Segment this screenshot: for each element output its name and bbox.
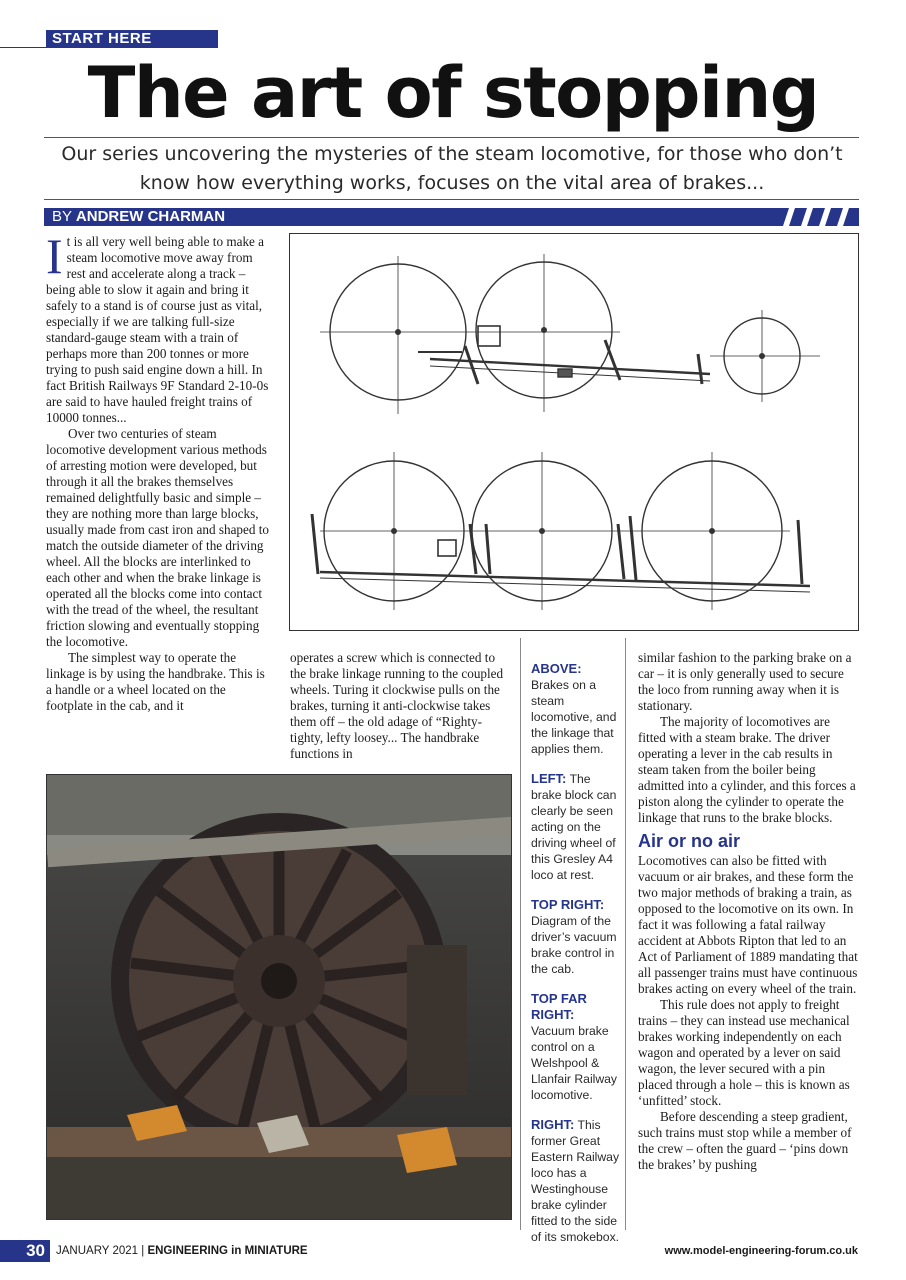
paragraph: The simplest way to operate the linkage is by using the handbrake. This is a handle or a wheel located on the footplate in the cab, and it bbox=[46, 650, 265, 713]
caption-text: Brakes on a steam locomotive, and the linkage that applies them. bbox=[531, 678, 617, 756]
caption-text: This former Great Eastern Railway loco has a Westinghouse brake cylinder fitted to the side of its smokebox. bbox=[531, 1118, 620, 1244]
caption-label: TOP FAR RIGHT: bbox=[531, 991, 587, 1022]
byline-author: ANDREW CHARMAN bbox=[75, 208, 226, 225]
brake-diagram-drawing bbox=[290, 234, 858, 630]
photo-drawing bbox=[47, 775, 512, 1220]
column-2 bbox=[290, 650, 512, 762]
page-footer bbox=[0, 1240, 906, 1262]
caption-text: The brake block can clearly be seen acting on the driving wheel of this Gresley A4 loco at rest. bbox=[531, 772, 617, 882]
website-url: www.model-engineering-forum.co.uk bbox=[664, 1245, 858, 1257]
column-separator bbox=[625, 638, 626, 1230]
issue-date: JANUARY 2021 bbox=[56, 1245, 139, 1257]
paragraph: This rule does not apply to freight trains – they can instead use mechanical brakes working independently on each wagon and operated by a lever on said wagon, the lever secured with a pin placed through a hole – this is known as ‘unfitted’ stock. bbox=[638, 997, 850, 1108]
drop-cap: I bbox=[46, 228, 63, 284]
caption bbox=[531, 1117, 620, 1245]
caption-label: LEFT: bbox=[531, 771, 567, 786]
byline-prefix: BY bbox=[52, 208, 72, 225]
column-separator bbox=[520, 638, 521, 1230]
brake-block-photo bbox=[46, 774, 512, 1220]
brake-linkage-diagram bbox=[289, 233, 859, 631]
caption bbox=[531, 991, 620, 1103]
caption-text: Diagram of the driver’s vacuum brake control in the cab. bbox=[531, 914, 617, 976]
issue-info bbox=[56, 1244, 308, 1258]
footer-separator: | bbox=[141, 1245, 145, 1257]
caption-label: TOP RIGHT: bbox=[531, 897, 605, 912]
paragraph: operates a screw which is connected to the brake linkage running to the coupled wheels. Turing it clockwise pulls on the brakes, turning it anti-clockwise takes them off – the old adage of “Righty-tighty, lefty loosey... The handbrake functions in bbox=[290, 650, 504, 761]
paragraph-text: t is all very well being able to make a steam locomotive move away from rest and accelerate along a track – being able to slow it again and bring it safely to a stand is of course just as vital, especially if we are talking full-size standard-gauge steam with a train of perhaps more than 200 tonnes or more trying to push said engine down a hill. In fact British Railways 9F Standard 2-10-0s are said to have hauled freight trains of 10000 tonnes... bbox=[46, 234, 269, 425]
subheading: Air or no air bbox=[638, 831, 741, 851]
section-kicker bbox=[0, 30, 218, 48]
standfirst-bottom-rule bbox=[44, 199, 859, 200]
caption-text: Vacuum brake control on a Welshpool & Llanfair Railway locomotive. bbox=[531, 1024, 618, 1102]
caption bbox=[531, 771, 620, 883]
caption bbox=[531, 661, 620, 757]
paragraph: Before descending a steep gradient, such trains must stop while a member of the crew – often the guard – ‘pins down the brakes’ by pushing bbox=[638, 1109, 852, 1172]
paragraph: Locomotives can also be fitted with vacuum or air brakes, and these form the two major methods of braking a train, as opposed to the locomotive on its own. In fact it was following a fatal railway accident at Abbots Ripton that led to an Act of Parliament of 1889 mandating that all passenger trains must have continuous brakes acting on every wheel of the train. bbox=[638, 853, 858, 996]
page-number: 30 bbox=[0, 1240, 50, 1262]
article-title: The art of stopping bbox=[87, 52, 819, 134]
standfirst: Our series uncovering the mysteries of the steam locomotive, for those who don’t know how everything works, focuses on the vital area of brakes... bbox=[61, 143, 843, 194]
paragraph: The majority of locomotives are fitted with a steam brake. The driver operating a lever in the cab results in steam taken from the boiler being admitted into a cylinder, and this forces a piston along the cylinder to operate the linkage that runs to the brake blocks. bbox=[638, 714, 856, 825]
paragraph bbox=[46, 228, 270, 426]
paragraph: Over two centuries of steam locomotive development various methods of arresting motion were developed, but through it all the brakes themselves remained delightfully basic and simple – they are nothing more than large blocks, usually made from cast iron and shaped to match the outside diameter of the driving wheel. All the blocks are interlinked to each other and when the brake linkage is operated all the blocks come into contact with the tread of the wheel, the resultant friction slowing and eventually stopping the locomotive. bbox=[46, 426, 270, 649]
caption-label: RIGHT: bbox=[531, 1117, 575, 1132]
byline bbox=[52, 208, 225, 226]
magazine-name: ENGINEERING in MINIATURE bbox=[147, 1245, 308, 1257]
kicker-label: START HERE bbox=[52, 30, 152, 47]
paragraph: similar fashion to the parking brake on a car – it is only generally used to secure the loco from running away when it is stationary. bbox=[638, 650, 852, 713]
column-4 bbox=[638, 650, 860, 1173]
column-1 bbox=[46, 228, 270, 714]
caption-label: ABOVE: bbox=[531, 661, 582, 676]
byline-stripes bbox=[783, 208, 859, 226]
caption bbox=[531, 897, 620, 977]
captions-column bbox=[531, 661, 620, 1259]
standfirst-top-rule bbox=[44, 137, 859, 138]
